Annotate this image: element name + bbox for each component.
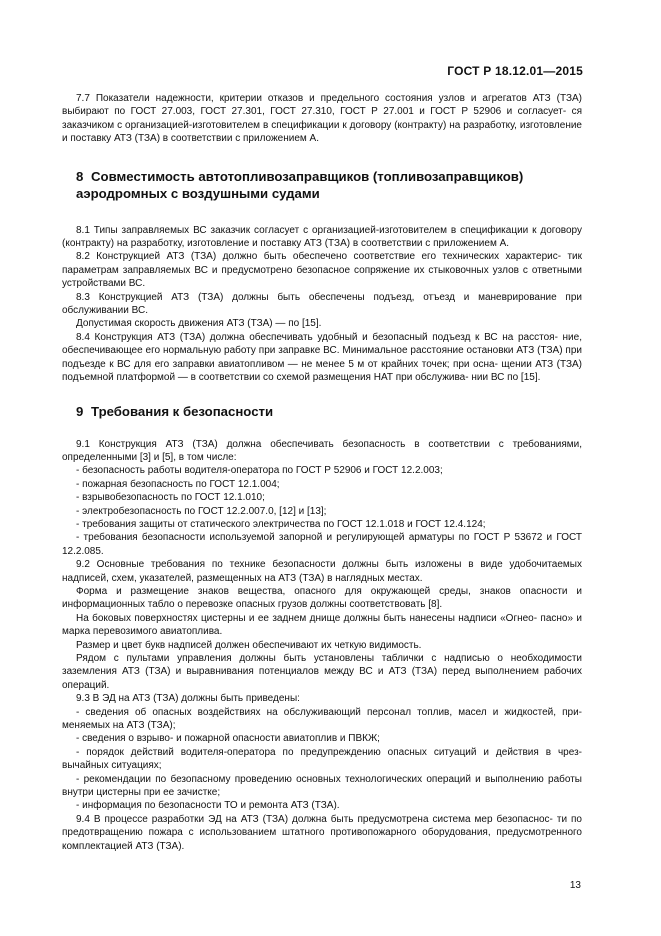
section-9-heading xyxy=(76,403,582,420)
list-item: - сведения о взрыво- и пожарной опасности авиатоплив и ПВКЖ; xyxy=(76,733,380,745)
paragraph-9-2-grounding: Рядом с пультами управления должны быть установлены таблички с надписью о необходимости заземления АТЗ (ТЗА) и выравнивания потенциалов между ВС и АТЗ (ТЗА) перед выполнением рабочих операций. xyxy=(62,653,582,691)
paragraph-8-2: 8.2 Конструкцией АТЗ (ТЗА) должно быть обеспечено соответствие его технических характерис- тик параметрам заправляемых ВС и предусмотрено безопасное сопряжение их стыковочных узлов с ответными устройствами ВС. xyxy=(62,251,582,290)
list-item: - порядок действий водителя-оператора по предупреждению опасных ситуаций и действия в чрез- вычайных ситуациях; xyxy=(62,746,582,772)
page-content xyxy=(62,92,582,853)
paragraph-8-3: 8.3 Конструкцией АТЗ (ТЗА) должны быть обеспечены подъезд, отъезд и маневрирование при обслуживании ВС. xyxy=(62,291,582,317)
list-item: - информация по безопасности ТО и ремонта АТЗ (ТЗА). xyxy=(76,800,340,812)
paragraph-7-7: 7.7 Показатели надежности, критерии отказов и предельного состояния узлов и агрегатов АТЗ (ТЗА) выбирают по ГОСТ 27.003, ГОСТ 27.301, ГОСТ 27.310, ГОСТ Р 27.001 и ГОСТ Р 52906 и согласует- ся заказчиком с организацией-изготовителем в спецификации к договору (контракту) на разработку, изготовление и поставку АТЗ (ТЗА) в соответствии с приложением А. xyxy=(62,93,582,145)
list-item: - сведения об опасных воздействиях на обслуживающий персонал топлив, масел и жидкостей, при- меняемых на АТЗ (ТЗА); xyxy=(62,706,582,732)
paragraph-9-4: 9.4 В процессе разработки ЭД на АТЗ (ТЗА) должна быть предусмотрена система мер безопаснос- ти по предотвращению пожара с использованием штатного противопожарного оборудования, предусмотренного комплектацией АТЗ (ТЗА). xyxy=(62,813,582,852)
paragraph-9-2: 9.2 Основные требования по технике безопасности должны быть изложены в виде удобочитаемых надписей, схем, указателей, размещенных на АТЗ (ТЗА) в наглядных местах. xyxy=(62,559,582,584)
paragraph-9-1: 9.1 Конструкция АТЗ (ТЗА) должна обеспечивать безопасность в соответствии с требованиями, определенными [3] и [5], в том числе: xyxy=(62,438,582,463)
list-item: - требования безопасности используемой запорной и регулирующей арматуры по ГОСТ Р 53672 и ГОСТ 12.2.085. xyxy=(62,532,582,557)
document-id-header: ГОСТ Р 18.12.01—2015 xyxy=(447,64,583,78)
paragraph-9-2-letters: Размер и цвет букв надписей должен обеспечивают их четкую видимость. xyxy=(76,639,422,651)
section-8-heading xyxy=(76,168,582,202)
section-9-title: Требования к безопасности xyxy=(91,403,274,419)
paragraph-8-4: 8.4 Конструкция АТЗ (ТЗА) должна обеспечивать удобный и безопасный подъезд к ВС на расстоя- ние, обеспечивающее его нормальную работу при заправке ВС. Минимальное расстояние остановки АТЗ (ТЗА) при подъезде к ВС для его заправки авиатопливом — не менее 5 м от крайних точек; при осна- щении АТЗ (ТЗА) подъемной платформой — в соответствии со схемой размещения НАТ при обслужива- нии ВС по [15]. xyxy=(62,331,582,384)
list-item: - взрывобезопасность по ГОСТ 12.1.010; xyxy=(76,492,265,504)
list-item: - безопасность работы водителя-оператора по ГОСТ Р 52906 и ГОСТ 12.2.003; xyxy=(76,465,443,477)
section-9-number: 9 xyxy=(76,403,84,419)
paragraph-8-1: 8.1 Типы заправляемых ВС заказчик согласует с организацией-изготовителем в спецификации к договору (контракту) на разработку, изготовление и поставку АТЗ (ТЗА) в соответствии с приложением А. xyxy=(62,224,582,250)
paragraph-8-3-speed: Допустимая скорость движения АТЗ (ТЗА) — по [15]. xyxy=(76,318,322,330)
paragraph-9-3: 9.3 В ЭД на АТЗ (ТЗА) должны быть приведены: xyxy=(76,693,300,705)
section-8-title: Совместимость автотопливозаправщиков (топливозаправщиков) аэродромных с воздушными судами xyxy=(76,168,524,201)
list-item: - пожарная безопасность по ГОСТ 12.1.004; xyxy=(76,478,280,490)
section-8-number: 8 xyxy=(76,168,84,184)
paragraph-9-2-signs: Форма и размещение знаков вещества, опасного для окружающей среды, знаков опасности и информационных табло о перевозке опасных грузов должны соответствовать [8]. xyxy=(62,585,582,611)
page-number: 13 xyxy=(569,880,581,891)
list-item: - рекомендации по безопасному проведению основных технологических операций и выполнению работы внутри цистерны при ее зачистке; xyxy=(62,773,582,799)
list-item: - электробезопасность по ГОСТ 12.2.007.0, [12] и [13]; xyxy=(76,505,327,517)
paragraph-9-2-labels: На боковых поверхностях цистерны и ее заднем днище должны быть нанесены надписи «Огнео- пасно» и марка перевозимого авиатоплива. xyxy=(62,612,582,638)
list-item: - требования защиты от статического электричества по ГОСТ 12.1.018 и ГОСТ 12.4.124; xyxy=(76,518,486,530)
